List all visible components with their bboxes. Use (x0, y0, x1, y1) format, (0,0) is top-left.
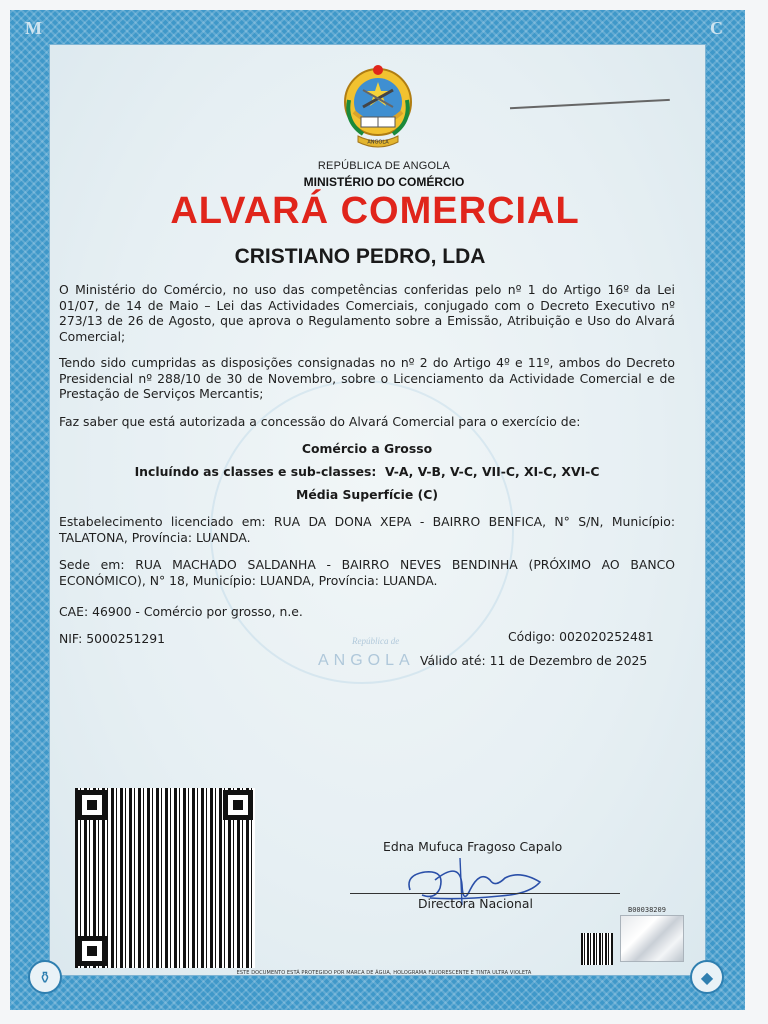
serial-number: B00038209 (628, 906, 666, 914)
ministry-label: MINISTÉRIO DO COMÉRCIO (303, 175, 465, 189)
watermark-text: ANGOLA (318, 652, 415, 669)
security-footer-note: ESTE DOCUMENTO ESTÁ PROTEGIDO POR MARCA DE ÁGUA, HOLOGRAMA FLUORESCENTE E TINTA ULTRA VIOLETA (236, 970, 532, 976)
corner-letter-left: M (25, 18, 42, 38)
classes-label: Incluíndo as classes e sub-classes: (134, 464, 377, 479)
corner-map-icon: ◆ (690, 960, 724, 994)
signatory-name: Edna Mufuca Fragoso Capalo (383, 839, 563, 854)
corner-letter-right: C (710, 18, 723, 38)
hologram-icon (620, 915, 684, 962)
signature-line (350, 893, 620, 894)
paragraph-authorization: Faz saber que está autorizada a concessão do Alvará Comercial para o exercício de: (59, 414, 581, 429)
license-code: Código: 002020252481 (508, 629, 654, 644)
angola-coat-of-arms-icon (333, 62, 423, 152)
paragraph-legal-basis: O Ministério do Comércio, no uso das competências conferidas pelo nº 1 do Artigo 16º da Lei 01/07, de 14 de Maio – Lei das Actividades Comerciais, conjugado com o Decreto Executivo nº 273/13 de 26 de Agosto, que aprova o Regulamento sobre a Emissão, Atribuição e Uso do Alvará Comercial; (59, 282, 675, 344)
page-title: ALVARÁ COMERCIAL (170, 190, 580, 232)
corner-seal-left-icon: ⚱ (28, 960, 62, 994)
qr-finder-bottom-left (77, 936, 107, 966)
company-name: CRISTIANO PEDRO, LDA (234, 245, 486, 268)
classes-value: V-A, V-B, V-C, VII-C, XI-C, XVI-C (385, 464, 600, 479)
validity-date: Válido até: 11 de Dezembro de 2025 (420, 653, 648, 668)
qr-finder-top-right (223, 790, 253, 820)
emblem-banner-text: ANGOLA (367, 139, 389, 146)
establishment-address: Estabelecimento licenciado em: RUA DA DONA XEPA - BAIRRO BENFICA, N° S/N, Município: TALATONA, Província: LUANDA. (59, 514, 675, 545)
republic-label: REPÚBLICA DE ANGOLA (317, 160, 451, 172)
qr-code-icon (75, 788, 255, 968)
activity-type: Comércio a Grosso (301, 441, 433, 456)
surface-category: Média Superfície (C) (295, 487, 439, 502)
qr-finder-top-left (77, 790, 107, 820)
cae-code: CAE: 46900 - Comércio por grosso, n.e. (59, 604, 303, 619)
classes-line (59, 464, 675, 479)
watermark-text-small: República de (352, 636, 400, 646)
nif-number: NIF: 5000251291 (59, 631, 166, 646)
signatory-title: Directora Nacional (418, 896, 533, 911)
headquarters-address: Sede em: RUA MACHADO SALDANHA - BAIRRO NEVES BENDINHA (PRÓXIMO AO BANCO ECONÓMICO), N° 18, Município: LUANDA, Província: LUANDA. (59, 557, 675, 588)
paragraph-conditions: Tendo sido cumpridas as disposições consignadas no nº 2 do Artigo 4º e 11º, ambos do Decreto Presidencial nº 288/10 de 30 de Novembro, sobre o Licenciamento da Actividade Comercial e de Prestação de Serviços Mercantis; (59, 355, 675, 402)
small-qr-code-icon (581, 933, 613, 965)
